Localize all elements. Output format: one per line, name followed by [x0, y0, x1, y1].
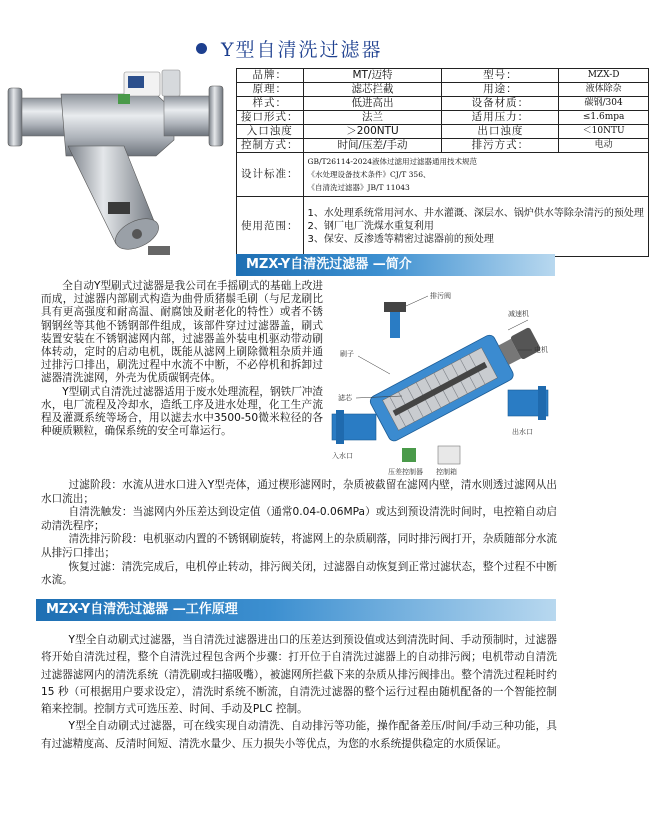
- spec-value: 碳钢/304: [559, 97, 649, 111]
- bullet-icon: [196, 43, 207, 54]
- spec-key: 控制方式：: [237, 139, 304, 153]
- label-inlet: 入水口: [332, 452, 353, 460]
- label-brush: 刷子: [340, 350, 354, 358]
- principle-text: [41, 632, 557, 753]
- spec-key: 适用压力：: [442, 111, 559, 125]
- intro-paragraph: Y型刷式自清洗过滤器适用于废水处理流程，钢铁厂冲渣水，电厂流程及冷却水，造纸工序及进水处理，化工生产流程及灌溉系统等场合，用以滤去水中3500-50微米粒径的各种硬质颗粒，确保系统的安全可靠运行。: [41, 385, 323, 438]
- drain-valve: [384, 302, 406, 312]
- spec-key: 样式：: [237, 97, 304, 111]
- standard-line: 《自清洗过滤器》JB/T 11043: [307, 183, 410, 192]
- spec-row-usage: [237, 197, 649, 257]
- usage-cell: [303, 197, 648, 257]
- standards-cell: [303, 153, 648, 197]
- label-outlet: 出水口: [512, 428, 533, 436]
- drain-pipe: [390, 308, 400, 338]
- stage-paragraph: 恢复过滤：清洗完成后，电机停止转动，排污阀关闭，过滤器自动恢复到正常过滤状态，整个过程不中断水流。: [41, 560, 557, 587]
- label-screen: 滤芯: [338, 394, 352, 402]
- spec-key: 设计标准：: [237, 153, 304, 197]
- control-box: [438, 446, 460, 464]
- spec-value: MZX-D: [559, 69, 649, 83]
- outlet-flange: [538, 386, 546, 420]
- spec-key: 出口浊度: [442, 125, 559, 139]
- spec-row-standard: [237, 153, 649, 197]
- page-title: [196, 36, 383, 60]
- intro-paragraph: 全自动Y型刷式过滤器是我公司在手摇刷式的基础上改进而成，过滤器内部刷式构造为曲骨质猪鬃毛刷（与尼龙刷比具有更高强度和耐高温、耐腐蚀及耐老化的特性）或者不锈钢钢丝等其他不锈钢部件组成，该部件穿过过滤器盖，刷式装置安装在不锈钢滤网内部，过滤器盖外装电机驱动带动刷体转动，定时的启动电机，既能从滤网上刷除微粗杂质并通过排污口排出，刷洗过程中水流不中断，不必停机和拆卸过滤器清洗滤网，外壳为优质碳钢壳体。: [41, 280, 323, 385]
- label-motor: 电机: [534, 346, 548, 354]
- label-diff-ctrl: 压差控制器: [388, 468, 423, 476]
- spec-value: 法兰: [303, 111, 442, 125]
- product-photo: [6, 66, 232, 256]
- stage-paragraph: 自清洗触发：当滤网内外压差达到设定值（通常0.04-0.06MPa）或达到预设清洗时间时，电控箱自动启动清洗程序；: [41, 506, 557, 532]
- spec-key: 设备材质：: [442, 97, 559, 111]
- usage-line: 3、保安、反渗透等精密过滤器前的预处理: [307, 234, 494, 245]
- spec-value: 低进高出: [303, 97, 442, 111]
- standard-line: 《水处理设备技术条件》CJ/T 356、: [307, 170, 431, 179]
- spec-key: 用途：: [442, 83, 559, 97]
- spec-row: [237, 83, 649, 97]
- spec-row: [237, 125, 649, 139]
- spec-value: 电动: [559, 139, 649, 153]
- label-drain: 排污阀: [430, 292, 451, 300]
- label-reducer: 减速机: [508, 310, 529, 318]
- spec-row: [237, 111, 649, 125]
- spec-row: [237, 139, 649, 153]
- spec-row: [237, 97, 649, 111]
- spec-value: ＜10NTU: [559, 125, 649, 139]
- principle-paragraph: Y型全自动刷式过滤器，可在线实现自动清洗、自动排污等功能，操作配备差压/时间/手动三种功能，具有过滤精度高、反清时间短、清洗水量少、压力损失小等优点，为您的水系统提供稳定的水质保证。: [41, 720, 557, 750]
- process-stages: [41, 479, 557, 588]
- section-banner-intro: MZX-Y自清洗过滤器 —简介: [236, 254, 555, 276]
- spec-key: 品牌：: [237, 69, 304, 83]
- spec-key: 排污方式：: [442, 139, 559, 153]
- label-controller: 控制箱: [436, 468, 457, 476]
- usage-line: 1、水处理系统常用河水、井水灌溉、深层水、锅炉供水等除杂清污的预处理: [307, 208, 644, 219]
- spec-value: 时间/压差/手动: [303, 139, 442, 153]
- standard-line: GB/T26114-2024液体过滤用过滤器通用技术规范: [307, 157, 478, 166]
- intro-text: [41, 280, 323, 438]
- spec-value: MT/迈特: [303, 69, 442, 83]
- spec-value: ≤1.6mpa: [559, 111, 649, 125]
- page-title-text: Y型自清洗过滤器: [221, 38, 383, 61]
- spec-value: ＞200NTU: [303, 125, 442, 139]
- spec-row: [237, 69, 649, 83]
- principle-paragraph: Y型全自动刷式过滤器，当自清洗过滤器进出口的压差达到预设值或达到清洗时间、手动预制时，过滤器将开始自清洗过程，整个自清洗过程包含两个步骤：打开位于自清洗过滤器上的自动排污阀；电机带动自清洗过滤器滤网内的清洗系统（清洗刷或扫描吸嘴），被滤网所拦截下来的杂质从排污阀排出。整个清洗过程耗时约15 秒（可根据用户要求设定），清洗时系统不断流，自清洗过滤器的整个运行过程由随机配备的一个智能控制箱来控制。控制方式可选压差、时间、手动及PLC 控制。: [41, 634, 557, 716]
- spec-value: 滤芯拦截: [303, 83, 442, 97]
- spec-key: 入口浊度: [237, 125, 304, 139]
- spec-key: 型号：: [442, 69, 559, 83]
- stage-paragraph: 过滤阶段：水流从进水口进入Y型壳体，通过楔形滤网时，杂质被截留在滤网内壁，清水则透过滤网从出水口流出；: [41, 479, 557, 505]
- spec-value: 液体除杂: [559, 83, 649, 97]
- stage-paragraph: 清洗排污阶段：电机驱动内置的不锈钢刷旋转，将滤网上的杂质刷落，同时排污阀打开，杂质随部分水流从排污口排出；: [41, 533, 557, 559]
- diff-pressure-controller: [402, 448, 416, 462]
- section-banner-principle: MZX-Y自清洗过滤器 —工作原理: [36, 599, 556, 621]
- spec-table: [236, 68, 649, 257]
- inlet-flange: [336, 410, 344, 444]
- cutaway-diagram: [332, 278, 556, 478]
- spec-key: 接口形式：: [237, 111, 304, 125]
- spec-key: 原理：: [237, 83, 304, 97]
- spec-key: 使用范围：: [237, 197, 304, 257]
- usage-line: 2、钢厂电厂洗煤水重复利用: [307, 221, 434, 232]
